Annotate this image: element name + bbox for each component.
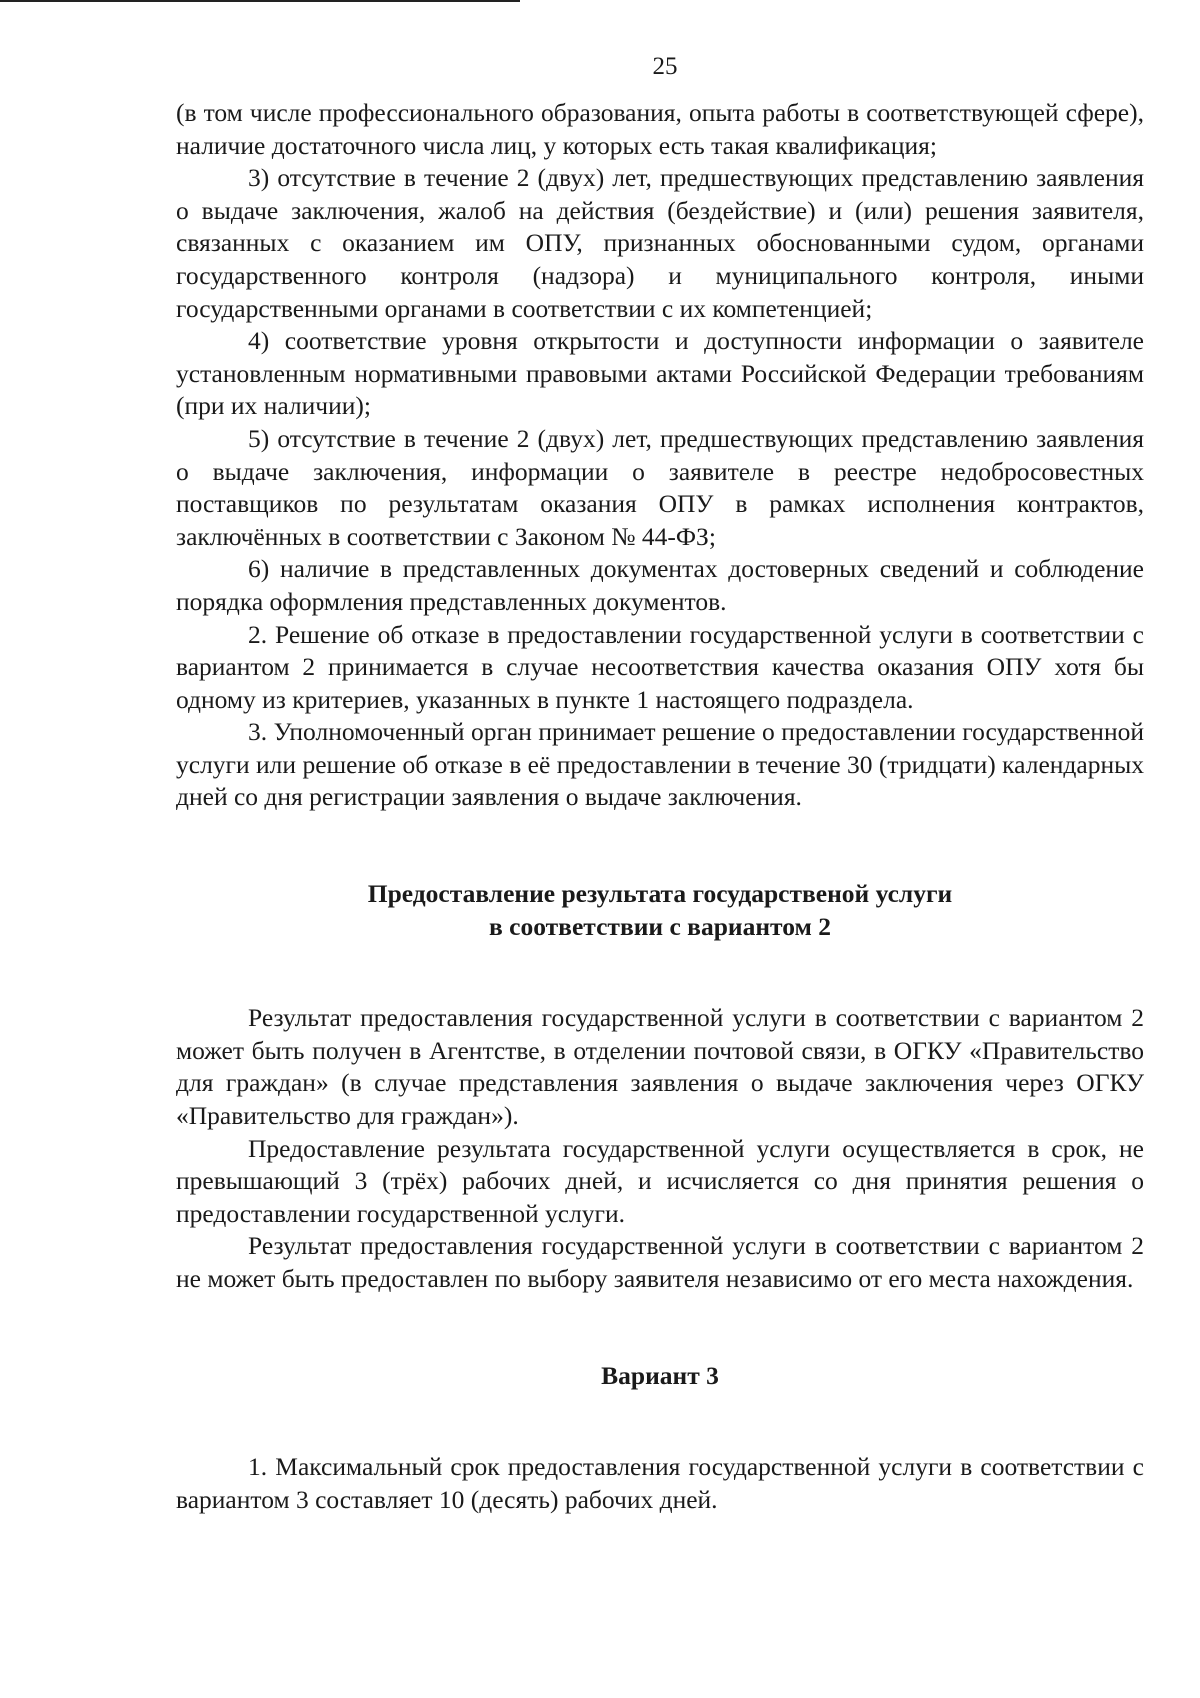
section-heading-line-1: Предоставление результата государственой услуги [367,879,953,909]
section-heading-line-2: в соответствии с вариантом 2 [489,911,831,941]
document-body [176,97,1144,1516]
paragraph-item-3: 3. Уполномоченный орган принимает решение о предоставлении государственной услуги или решение об отказе в её предоставлении в течение 30 (тридцати) календарных дней со дня регистрации заявления о выдаче заключения. [176,717,1144,812]
paragraph-result-1: Результат предоставления государственной услуги в соответствии с вариантом 2 может быть получен в Агентстве, в отделении почтовой связи, в ОГКУ «Правительство для граждан» (в случае представления заявления о выдаче заключения через ОГКУ «Правительство для граждан»). [176,1003,1144,1131]
page-number: 25 [652,53,678,80]
paragraph-continuation: (в том числе профессионального образования, опыта работы в соответствующей сфере), наличие достаточного числа лиц, у которых есть такая квалификация; [176,98,1144,160]
paragraph-criterion-6: 6) наличие в представленных документах достоверных сведений и соблюдение порядка оформления представленных документов. [176,554,1144,616]
paragraph-item-2: 2. Решение об отказе в предоставлении государственной услуги в соответствии с вариантом 2 принимается в случае несоответствия качества оказания ОПУ хотя бы одному из критериев, указанных в пункте 1 настоящего подраздела. [176,619,1144,714]
paragraph-criterion-5: 5) отсутствие в течение 2 (двух) лет, предшествующих представлению заявления о выдаче заключения, информации о заявителе в реестре недобросовестных поставщиков по результатам оказания ОПУ в рамках исполнения контрактов, заключённых в соответствии с Законом № 44-ФЗ; [176,423,1144,551]
paragraph-criterion-3: 3) отсутствие в течение 2 (двух) лет, предшествующих представлению заявления о выдаче заключения, жалоб на действия (бездействие) и (или) решения заявителя, связанных с оказанием им ОПУ, признанных обоснованными судом, органами государственного контроля (надзора) и муниципального контроля, иными государственными органами в соответствии с их компетенцией; [176,163,1144,323]
paragraph-result-3: Результат предоставления государственной услуги в соответствии с вариантом 2 не может быть предоставлен по выбору заявителя независимо от его места нахождения. [176,1231,1144,1293]
variant-heading: Вариант 3 [601,1360,719,1390]
paragraph-criterion-4: 4) соответствие уровня открытости и доступности информации о заявителе установленным нормативными правовыми актами Российской Федерации требованиям (при их наличии); [176,326,1144,421]
top-edge-line [0,0,520,2]
paragraph-result-2: Предоставление результата государственной услуги осуществляется в срок, не превышающий 3 (трёх) рабочих дней, и исчисляется со дня принятия решения о предоставлении государственной услуги. [176,1133,1144,1228]
paragraph-variant-3-item-1: 1. Максимальный срок предоставления государственной услуги в соответствии с вариантом 3 составляет 10 (десять) рабочих дней. [176,1452,1144,1514]
